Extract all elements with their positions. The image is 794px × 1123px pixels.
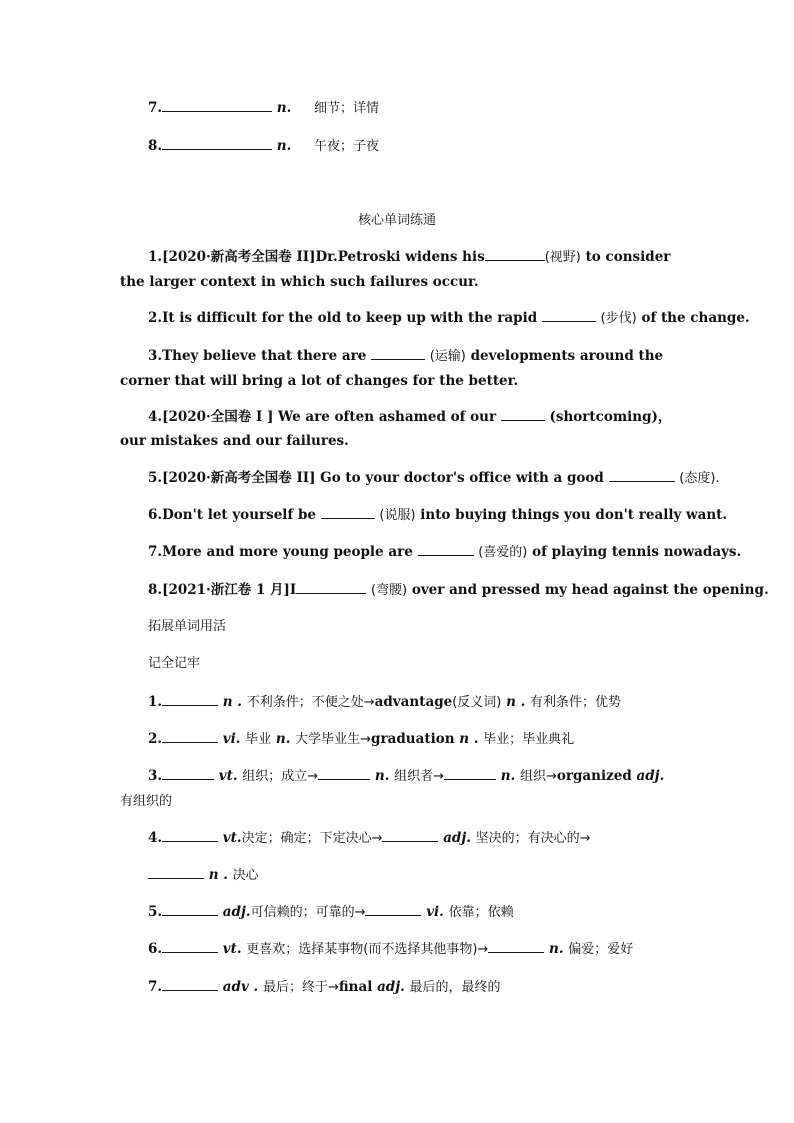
exercise-sentence-1: 1.[2020·新高考全国卷 II]Dr.Petroski widens his (视野) to consider the larger context in which such failures occur. [120, 249, 671, 290]
exercise-sentence-2: 2.It is difficult for the old to keep up with the rapid (步伐) of the change. [148, 310, 750, 326]
answer-blank[interactable] [318, 766, 370, 780]
answer-blank[interactable] [162, 692, 218, 706]
answer-blank[interactable] [382, 828, 438, 842]
answer-blank[interactable] [321, 505, 375, 519]
answer-blank[interactable] [609, 468, 675, 482]
answer-blank[interactable] [296, 580, 366, 594]
word-item-7: 7. adv . 最后；终于→final adj. 最后的，最终的 [148, 979, 501, 995]
answer-blank[interactable] [162, 729, 218, 743]
word-item-6: 6. vt. 更喜欢；选择某事物(而不选择其他事物)→ n. 偏爱；爱好 [148, 941, 634, 957]
answer-blank[interactable] [162, 977, 218, 991]
answer-blank[interactable] [148, 865, 204, 879]
vocab-item-7: 7. n. 细节；详情 [148, 100, 380, 116]
section-title-expand-words: 拓展单词用活 [148, 619, 227, 634]
answer-blank[interactable] [162, 902, 218, 916]
answer-blank[interactable] [162, 98, 272, 112]
exercise-sentence-7: 7.More and more young people are (喜爱的) of playing tennis nowadays. [148, 544, 742, 560]
answer-blank[interactable] [542, 308, 596, 322]
answer-blank[interactable] [444, 766, 496, 780]
section-title-core-words: 核心单词练通 [357, 213, 436, 228]
word-item-1: 1. n . 不利条件；不便之处→advantage(反义词) n . 有利条件；优势 [148, 694, 622, 710]
answer-blank[interactable] [488, 939, 544, 953]
answer-blank[interactable] [162, 828, 218, 842]
answer-blank[interactable] [418, 542, 474, 556]
answer-blank[interactable] [365, 902, 421, 916]
word-item-3: 3. vt. 组织；成立→ n. 组织者→ n. 组织→organized adj.有组织的 [120, 768, 665, 809]
vocab-item-8: 8. n. 午夜；子夜 [148, 138, 380, 154]
answer-blank[interactable] [371, 346, 425, 360]
answer-blank[interactable] [485, 247, 545, 261]
exercise-sentence-8: 8.[2021·浙江卷 1 月]I (弯腰) over and pressed my head against the opening. [148, 582, 769, 598]
word-item-5: 5. adj.可信赖的；可靠的→ vi. 依靠；依赖 [148, 904, 514, 920]
answer-blank[interactable] [162, 766, 214, 780]
exercise-sentence-6: 6.Don't let yourself be (说服) into buying things you don't really want. [148, 507, 728, 523]
exercise-sentence-5: 5.[2020·新高考全国卷 II] Go to your doctor's office with a good (态度). [148, 470, 720, 486]
word-item-4-cont: n . 决心 [148, 863, 678, 888]
section-subtitle-remember: 记全记牢 [148, 656, 201, 671]
exercise-sentence-4: 4.[2020·全国卷 I ] We are often ashamed of our (shortcoming)， our mistakes and our failures. [120, 409, 672, 449]
word-item-4: 4. vt.决定；确定；下定决心→ adj. 坚决的；有决心的→ [148, 830, 591, 846]
answer-blank[interactable] [501, 407, 545, 421]
answer-blank[interactable] [162, 939, 218, 953]
answer-blank[interactable] [162, 136, 272, 150]
exercise-sentence-3: 3.They believe that there are (运输) developments around the corner that will bring a lot of changes for the better. [120, 348, 664, 389]
word-item-2: 2. vi. 毕业 n. 大学毕业生→graduation n . 毕业；毕业典礼 [148, 731, 575, 747]
